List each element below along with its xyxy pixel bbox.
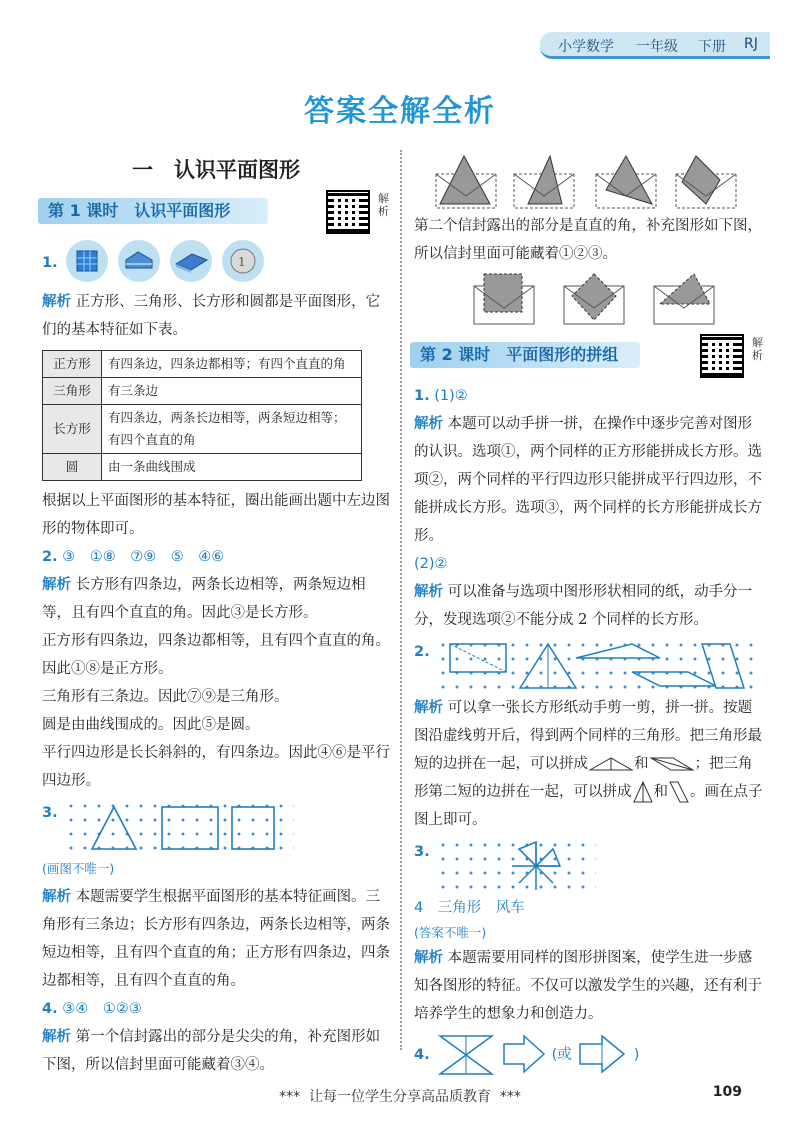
table-row bbox=[43, 405, 362, 454]
table-cell: 有四条边，四条边都相等；有四个直直的角 bbox=[102, 351, 362, 378]
parallelogram-icon bbox=[649, 756, 695, 772]
lesson2-header bbox=[410, 334, 764, 378]
arrow-figure bbox=[578, 1034, 628, 1076]
table-cell: 正方形 bbox=[43, 351, 102, 378]
q1-text: 正方形、三角形、长方形和圆都是平面图形，它们的基本特征如下表。 bbox=[42, 294, 381, 338]
r-q2-number: 2. bbox=[414, 644, 430, 660]
hourglass-figure bbox=[436, 1034, 496, 1076]
r-q3-explain bbox=[414, 944, 764, 1028]
volume: 下册 bbox=[698, 39, 726, 55]
footer-text: 让每一位学生分享高品质教育 bbox=[309, 1089, 491, 1105]
q1-number: 1. bbox=[42, 255, 58, 271]
parallelogram-icon bbox=[668, 780, 690, 804]
jx-label: 解析 bbox=[42, 294, 71, 310]
table-cell: 由一条曲线围成 bbox=[102, 454, 362, 481]
r-q3-row bbox=[414, 838, 764, 894]
q4-explain bbox=[42, 1023, 390, 1079]
envelope-figure bbox=[654, 274, 714, 324]
q3-number: 3. bbox=[42, 805, 58, 821]
lesson1-title: 第 1 课时 认识平面图形 bbox=[48, 201, 231, 220]
table-cell: 三角形 bbox=[43, 378, 102, 405]
shape-icon bbox=[588, 756, 634, 772]
triangle-icon bbox=[632, 780, 654, 804]
chapter-title: 一 认识平面图形 bbox=[132, 158, 300, 182]
svg-text:1: 1 bbox=[237, 255, 246, 269]
r-q1-number: 1. bbox=[414, 388, 430, 404]
cake-icon bbox=[118, 240, 160, 282]
table-cell: 有三条边 bbox=[102, 378, 362, 405]
q2-line: 圆是由曲线围成的。因此⑤是圆。 bbox=[42, 717, 260, 733]
edition: RJ bbox=[744, 36, 758, 52]
envelopes-row-1 bbox=[414, 150, 754, 212]
q4-ans: ③④ ①②③ bbox=[62, 1001, 142, 1017]
q2-line: 正方形有四条边，四条边都相等，且有四个直直的角。因此①⑧是正方形。 bbox=[42, 633, 390, 677]
lesson1-header bbox=[38, 190, 390, 234]
r-q3-text: 本题需要用同样的图形拼图案，使学生进一步感知各图形的特征。不仅可以激发学生的兴趣，还有利于培养学生的想象力和创造力。 bbox=[414, 950, 762, 1022]
table-cell: 有四条边，两条长边相等，两条短边相等；有四个直直的角 bbox=[102, 405, 362, 454]
q3-explain bbox=[42, 883, 390, 995]
dot-grid bbox=[436, 838, 596, 894]
r-q2-explain bbox=[414, 694, 764, 834]
q4-text: 第一个信封露出的部分是尖尖的角，补充图形如下图，所以信封里面可能藏着③④。 bbox=[42, 1029, 381, 1073]
r-q1-a1 bbox=[414, 382, 764, 410]
table-row bbox=[43, 351, 362, 378]
q2-ans: ③ ①⑧ ⑦⑨ ⑤ ④⑥ bbox=[62, 549, 225, 565]
features-table bbox=[42, 350, 362, 481]
q2-line: 长方形有四条边，两条长边相等，两条短边相等，且有四个直直的角。因此③是长方形。 bbox=[42, 577, 366, 621]
q3-row bbox=[42, 799, 390, 855]
r-q2-and2: 和 bbox=[653, 784, 668, 800]
r-q2-text1: 可以拿一张长方形纸动手剪一剪，拼一拼。按题图沿虚线剪开后，得到两个同样的三角形。把三角形最短的边拼在一起，可以拼成 bbox=[414, 700, 762, 772]
r-q1-ans2: (2)② bbox=[414, 556, 448, 572]
envelopes-row-2 bbox=[414, 268, 754, 330]
jx-label: 解析 bbox=[414, 700, 443, 716]
q1-after: 根据以上平面图形的基本特征，圈出能画出题中左边图形的物体即可。 bbox=[42, 493, 390, 537]
rubik-cube-icon bbox=[66, 240, 108, 282]
r-q4-row bbox=[414, 1034, 764, 1076]
envelope-figure bbox=[436, 156, 496, 208]
left-column bbox=[42, 150, 390, 1079]
r-q1-ans1: (1)② bbox=[434, 388, 468, 404]
jx-label: 解析 bbox=[414, 416, 443, 432]
right-column bbox=[414, 150, 764, 1076]
dot-grid bbox=[436, 638, 756, 694]
r-q4-or: (或 bbox=[551, 1047, 572, 1063]
table-row bbox=[43, 378, 362, 405]
jx-label: 解析 bbox=[42, 1029, 71, 1045]
jx-label: 解析 bbox=[42, 889, 71, 905]
coin-icon bbox=[222, 240, 264, 282]
q2-line: 平行四边形是长长斜斜的，有四条边。因此④⑥是平行四边形。 bbox=[42, 745, 390, 789]
r-q2-row bbox=[414, 638, 764, 694]
arrow-figure bbox=[502, 1034, 546, 1076]
r-q4-number: 4. bbox=[414, 1047, 430, 1063]
q2-explain bbox=[42, 571, 390, 627]
jx-label: 解析 bbox=[414, 950, 443, 966]
footer-stars: *** bbox=[279, 1089, 301, 1105]
envelope-figure bbox=[474, 274, 534, 324]
qr-code-icon[interactable] bbox=[700, 334, 744, 378]
subject: 小学数学 bbox=[558, 39, 614, 55]
r-q2-text2: ；把三角形第二短的边拼在一起，可以拼成 bbox=[414, 756, 753, 800]
r-q1-explain1 bbox=[414, 410, 764, 550]
q1-row bbox=[42, 238, 390, 288]
r-q1-text1: 本题可以动手拼一拼，在操作中逐步完善对图形的认识。选项①，两个同样的正方形能拼成长方形。选项②，两个同样的平行四边形只能拼成平行四边形，不能拼成长方形。选项③，两个同样的长方形能拼成长方形。 bbox=[414, 416, 762, 544]
r-q2-and: 和 bbox=[634, 756, 649, 772]
r-q2-text3: 。画在点子图上即可。 bbox=[414, 784, 763, 828]
r-q1-explain2 bbox=[414, 578, 764, 634]
q3-note: (画图不唯一) bbox=[42, 861, 115, 876]
r-q1-text2: 可以准备与选项中图形形状相同的纸，动手分一分，发现选项②不能分成 2 个同样的长方形。 bbox=[414, 584, 753, 628]
jx-label: 解析 bbox=[42, 577, 71, 593]
header-badge bbox=[540, 32, 770, 59]
jx-label: 解析 bbox=[414, 584, 443, 600]
table-row bbox=[43, 454, 362, 481]
q2-line: 三角形有三条边。因此⑦⑨是三角形。 bbox=[42, 689, 289, 705]
r-q3-note: (答案不唯一) bbox=[414, 925, 487, 940]
q1-explain bbox=[42, 288, 390, 344]
footer-stars: *** bbox=[499, 1089, 521, 1105]
qr-code-icon[interactable] bbox=[326, 190, 370, 234]
table-cell: 长方形 bbox=[43, 405, 102, 454]
grade: 一年级 bbox=[636, 39, 678, 55]
page-number: 109 bbox=[712, 1084, 742, 1100]
lesson2-title: 第 2 课时 平面图形的拼组 bbox=[420, 345, 619, 364]
table-cell: 圆 bbox=[43, 454, 102, 481]
envelope-text: 第二个信封露出的部分是直直的角，补充图形如下图，所以信封里面可能藏着①②③。 bbox=[414, 218, 762, 262]
envelope-figure bbox=[564, 274, 624, 324]
r-q4-close: ) bbox=[633, 1047, 640, 1063]
r-q3-number: 3. bbox=[414, 844, 430, 860]
page-title: 答案全解全析 bbox=[304, 94, 496, 129]
envelope-figure bbox=[596, 156, 656, 208]
column-divider bbox=[400, 150, 402, 1050]
q4-answer bbox=[42, 995, 390, 1023]
q2-number: 2. bbox=[42, 549, 58, 565]
qr-label: 解析 bbox=[378, 192, 389, 218]
q3-text: 本题需要学生根据平面图形的基本特征画图。三角形有三条边；长方形有四条边，两条长边相等，两条短边相等，且有四个直直的角；正方形有四条边，四条边都相等，且有四个直直的角。 bbox=[42, 889, 390, 989]
dot-grid bbox=[64, 799, 294, 855]
qr-label: 解析 bbox=[752, 336, 763, 362]
q1-objects bbox=[66, 240, 264, 282]
footer bbox=[0, 1086, 800, 1106]
book-icon bbox=[170, 240, 212, 282]
envelope-figure bbox=[514, 156, 574, 208]
envelope-figure bbox=[676, 156, 736, 208]
q4-number: 4. bbox=[42, 1001, 58, 1017]
q2-answer bbox=[42, 543, 390, 571]
r-q3-ans: 4 三角形 风车 bbox=[414, 900, 525, 916]
